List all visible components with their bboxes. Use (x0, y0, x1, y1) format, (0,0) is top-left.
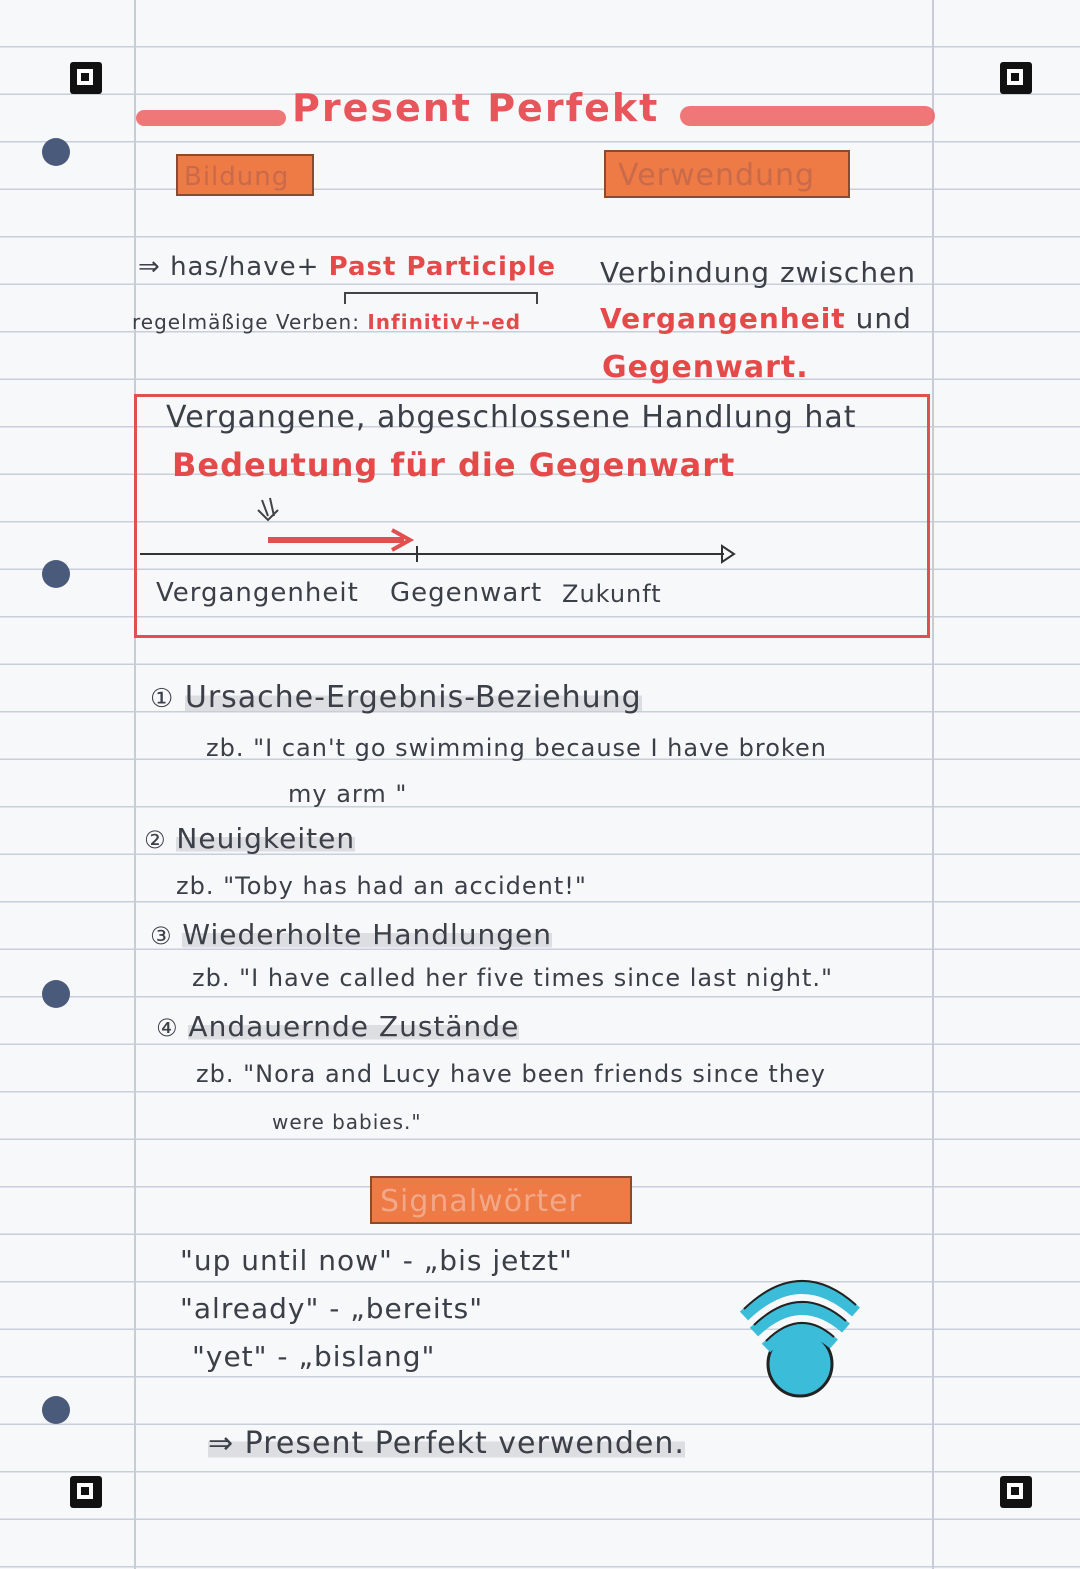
regular-verbs-line (132, 310, 521, 334)
down-arrow-icon (258, 498, 278, 520)
formation-prefix: has/have+ (170, 252, 320, 282)
bracket (344, 292, 538, 304)
use-3-number: ③ (150, 922, 173, 950)
signal-word-1: "up until now" - „bis jetzt" (180, 1244, 573, 1277)
use-1-number: ① (150, 684, 175, 714)
regular-rule: Infinitiv+-ed (367, 310, 522, 334)
corner-marker-icon (70, 62, 102, 94)
usage-line-3: Gegenwart. (602, 350, 809, 385)
right-margin-line (932, 0, 934, 1569)
use-4-example-cont: were babies." (272, 1110, 422, 1134)
conclusion-line: ⇒ Present Perfekt verwenden. (208, 1426, 685, 1461)
use-4-number: ④ (156, 1014, 179, 1042)
use-1-example-cont: my arm " (288, 780, 408, 808)
bildung-header: Bildung (176, 154, 314, 196)
signal-word-2: "already" - „bereits" (180, 1292, 484, 1325)
timeline-label-future: Zukunft (562, 580, 662, 608)
corner-marker-icon (70, 1476, 102, 1508)
left-margin-line (134, 0, 136, 1569)
definition-line-1: Vergangene, abgeschlossene Handlung hat (166, 400, 857, 435)
use-1-title (150, 680, 642, 715)
usage-line-1: Verbindung zwischen (600, 256, 917, 289)
punch-hole (42, 1396, 70, 1424)
use-1-label: Ursache-Ergebnis-Beziehung (184, 680, 642, 715)
usage-vergangenheit: Vergangenheit (600, 302, 846, 335)
signalwoerter-header: Signalwörter (370, 1176, 632, 1224)
formation-line (138, 252, 556, 282)
definition-line-2: Bedeutung für die Gegenwart (172, 446, 736, 484)
corner-marker-icon (1000, 62, 1032, 94)
use-3-title (150, 918, 552, 951)
use-3-example: zb. "I have called her five times since last night." (192, 964, 834, 992)
use-2-example: zb. "Toby has had an accident!" (176, 872, 587, 900)
usage-line-2 (600, 302, 912, 335)
regular-label: regelmäßige Verben: (132, 310, 360, 334)
use-4-example: zb. "Nora and Lucy have been friends since they (196, 1060, 826, 1088)
title-underline-left (136, 110, 286, 126)
timeline-label-present: Gegenwart (390, 578, 543, 608)
use-4-label: Andauernde Zustände (188, 1010, 520, 1043)
use-3-label: Wiederholte Handlungen (182, 918, 553, 951)
punch-hole (42, 560, 70, 588)
punch-hole (42, 980, 70, 1008)
corner-marker-icon (1000, 1476, 1032, 1508)
use-1-example: zb. "I can't go swimming because I have broken (206, 734, 827, 762)
verwendung-header: Verwendung (604, 150, 850, 198)
use-4-title (156, 1010, 519, 1043)
arrow-icon: ⇒ (138, 252, 161, 282)
use-2-label: Neuigkeiten (176, 822, 356, 855)
usage-und: und (855, 302, 912, 335)
timeline-diagram (134, 490, 774, 570)
signal-word-3: "yet" - „bislang" (192, 1340, 436, 1373)
use-2-number: ② (144, 826, 167, 854)
punch-hole (42, 138, 70, 166)
past-participle: Past Participle (328, 252, 557, 282)
timeline-label-past: Vergangenheit (156, 578, 359, 608)
title-underline-right (680, 106, 935, 126)
signal-waves-icon (724, 1268, 874, 1400)
page-title: Present Perfekt (292, 86, 660, 130)
use-2-title (144, 822, 355, 855)
